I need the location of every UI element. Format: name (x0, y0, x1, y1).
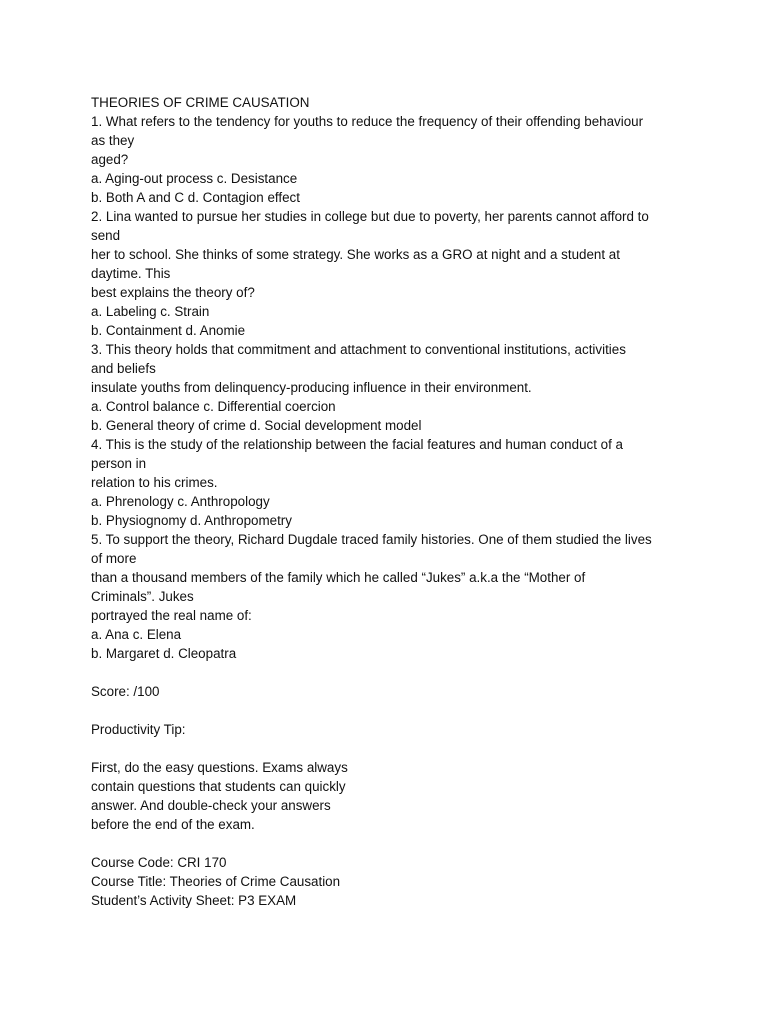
document-heading: THEORIES OF CRIME CAUSATION (91, 95, 310, 110)
question-text-line: insulate youths from delinquency-producing influence in their environment. (91, 380, 532, 395)
productivity-tip-text (91, 758, 691, 834)
course-code: Course Code: CRI 170 (91, 855, 227, 870)
answer-options-line: b. Containment d. Anomie (91, 323, 246, 338)
question-text-line: relation to his crimes. (91, 475, 218, 490)
question-text-line: send (91, 228, 121, 243)
question-4 (91, 435, 691, 530)
spacer (91, 739, 691, 758)
question-text-line: best explains the theory of? (91, 285, 255, 300)
question-5 (91, 530, 691, 663)
question-3 (91, 340, 691, 435)
tip-line: First, do the easy questions. Exams always (91, 760, 348, 775)
score-line: Score: /100 (91, 684, 160, 699)
answer-options-line: a. Labeling c. Strain (91, 304, 210, 319)
spacer (91, 834, 691, 853)
answer-options-line: b. General theory of crime d. Social development model (91, 418, 422, 433)
answer-options-line: a. Phrenology c. Anthropology (91, 494, 270, 509)
question-text-line: 4. This is the study of the relationship between the facial features and human conduct of a (91, 437, 623, 452)
question-text-line: daytime. This (91, 266, 171, 281)
question-text-line: portrayed the real name of: (91, 608, 252, 623)
question-text-line: 2. Lina wanted to pursue her studies in college but due to poverty, her parents cannot afford to (91, 209, 649, 224)
document-page (91, 93, 691, 910)
course-title: Course Title: Theories of Crime Causation (91, 874, 341, 889)
productivity-tip-label: Productivity Tip: (91, 722, 186, 737)
answer-options-line: b. Both A and C d. Contagion effect (91, 190, 300, 205)
spacer (91, 701, 691, 720)
tip-line: answer. And double-check your answers (91, 798, 331, 813)
question-text-line: person in (91, 456, 147, 471)
answer-options-line: a. Aging-out process c. Desistance (91, 171, 298, 186)
course-info (91, 853, 691, 910)
tip-line: before the end of the exam. (91, 817, 255, 832)
question-text-line: 5. To support the theory, Richard Dugdale traced family histories. One of them studied the lives (91, 532, 652, 547)
question-text-line: aged? (91, 152, 129, 167)
tip-line: contain questions that students can quickly (91, 779, 346, 794)
activity-sheet: Student’s Activity Sheet: P3 EXAM (91, 893, 297, 908)
question-text-line: and beliefs (91, 361, 156, 376)
question-1 (91, 112, 691, 207)
question-text-line: than a thousand members of the family which he called “Jukes” a.k.a the “Mother of (91, 570, 586, 585)
question-text-line: 1. What refers to the tendency for youths to reduce the frequency of their offending behaviour (91, 114, 644, 129)
question-text-line: of more (91, 551, 137, 566)
answer-options-line: b. Margaret d. Cleopatra (91, 646, 237, 661)
question-text-line: as they (91, 133, 135, 148)
answer-options-line: a. Ana c. Elena (91, 627, 182, 642)
question-text-line: Criminals”. Jukes (91, 589, 194, 604)
answer-options-line: a. Control balance c. Differential coercion (91, 399, 336, 414)
answer-options-line: b. Physiognomy d. Anthropometry (91, 513, 292, 528)
spacer (91, 663, 691, 682)
question-2 (91, 207, 691, 340)
question-text-line: 3. This theory holds that commitment and attachment to conventional institutions, activities (91, 342, 626, 357)
question-text-line: her to school. She thinks of some strategy. She works as a GRO at night and a student at (91, 247, 620, 262)
